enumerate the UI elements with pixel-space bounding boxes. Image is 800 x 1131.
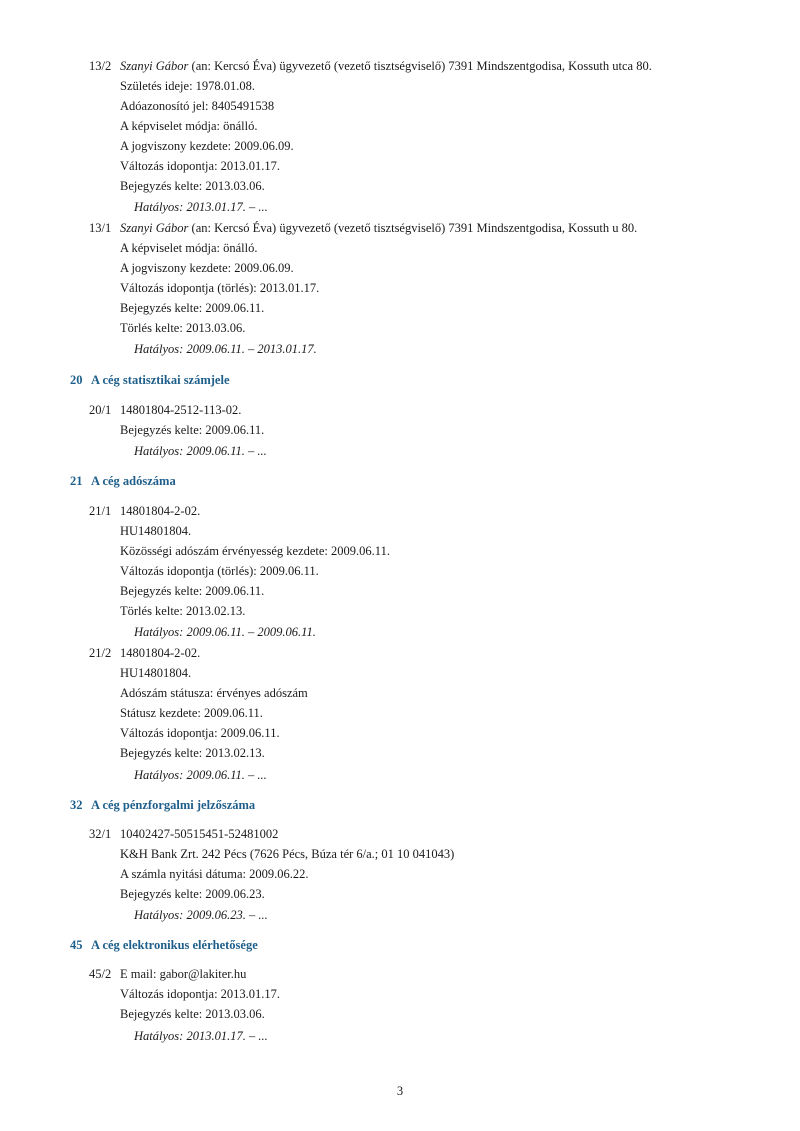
entry-number: 21/2 xyxy=(89,646,112,660)
entry-line: A jogviszony kezdete: 2009.06.09. xyxy=(120,261,294,275)
entry-line: HU14801804. xyxy=(120,666,192,680)
section-title: A cég elektronikus elérhetősége xyxy=(91,938,258,952)
entry-line: Adóazonosító jel: 8405491538 xyxy=(120,99,275,113)
hatalyos-value: 2013.01.17. – ... xyxy=(183,1029,268,1043)
entry-first-line: E mail: gabor@lakiter.hu xyxy=(120,967,247,981)
hatalyos-label: Hatályos: xyxy=(134,908,184,922)
entry-line: Bejegyzés kelte: 2013.03.06. xyxy=(120,179,265,193)
person-details: (an: Kercsó Éva) ügyvezető (vezető tisztségviselő) 7391 Mindszentgodisa, Kossuth utca 80. xyxy=(188,59,652,73)
entry-first-line: 14801804-2512-113-02. xyxy=(120,403,242,417)
hatalyos-label: Hatályos: xyxy=(134,200,184,214)
entry-line: Bejegyzés kelte: 2009.06.11. xyxy=(120,301,265,315)
entry-number: 20/1 xyxy=(89,403,112,417)
hatalyos-value: 2009.06.11. – ... xyxy=(183,768,267,782)
section-number: 45 xyxy=(70,938,83,952)
section-number: 20 xyxy=(70,373,83,387)
entry-line: Változás idopontja (törlés): 2009.06.11. xyxy=(120,564,319,578)
entry-line: Bejegyzés kelte: 2009.06.11. xyxy=(120,584,265,598)
hatalyos-label: Hatályos: xyxy=(134,444,184,458)
hatalyos-line xyxy=(134,907,268,923)
section-number: 32 xyxy=(70,798,83,812)
hatalyos-line xyxy=(134,767,267,783)
hatalyos-value: 2009.06.23. – ... xyxy=(183,908,268,922)
hatalyos-label: Hatályos: xyxy=(134,625,184,639)
section-title: A cég pénzforgalmi jelzőszáma xyxy=(91,798,256,812)
hatalyos-label: Hatályos: xyxy=(134,342,184,356)
entry-first-line: 14801804-2-02. xyxy=(120,646,201,660)
hatalyos-value: 2009.06.11. – ... xyxy=(183,444,267,458)
section-title: A cég adószáma xyxy=(91,474,176,488)
hatalyos-line xyxy=(134,624,316,640)
entry-line: Változás idopontja: 2013.01.17. xyxy=(120,159,281,173)
section-number: 21 xyxy=(70,474,83,488)
hatalyos-line xyxy=(134,443,267,459)
entry-line: Változás idopontja: 2009.06.11. xyxy=(120,726,280,740)
entry-number: 13/1 xyxy=(89,221,112,235)
entry-line: Bejegyzés kelte: 2009.06.11. xyxy=(120,423,265,437)
hatalyos-value: 2009.06.11. – 2009.06.11. xyxy=(183,625,316,639)
entry-line: A jogviszony kezdete: 2009.06.09. xyxy=(120,139,294,153)
hatalyos-line xyxy=(134,341,317,357)
entry-line: Törlés kelte: 2013.02.13. xyxy=(120,604,246,618)
entry-line: Változás idopontja: 2013.01.17. xyxy=(120,987,281,1001)
hatalyos-label: Hatályos: xyxy=(134,1029,184,1043)
person-details: (an: Kercsó Éva) ügyvezető (vezető tisztségviselő) 7391 Mindszentgodisa, Kossuth u 80. xyxy=(188,221,638,235)
hatalyos-value: 2009.06.11. – 2013.01.17. xyxy=(183,342,317,356)
person-name: Szanyi Gábor xyxy=(120,59,189,73)
entry-line: A képviselet módja: önálló. xyxy=(120,119,258,133)
entry-line: Bejegyzés kelte: 2009.06.23. xyxy=(120,887,265,901)
hatalyos-value: 2013.01.17. – ... xyxy=(183,200,268,214)
entry-line: A számla nyitási dátuma: 2009.06.22. xyxy=(120,867,309,881)
entry-line: Változás idopontja (törlés): 2013.01.17. xyxy=(120,281,320,295)
entry-line: Bejegyzés kelte: 2013.03.06. xyxy=(120,1007,265,1021)
entry-first-line xyxy=(120,220,637,236)
page-number: 3 xyxy=(396,1084,404,1098)
hatalyos-label: Hatályos: xyxy=(134,768,184,782)
entry-line: Törlés kelte: 2013.03.06. xyxy=(120,321,246,335)
entry-line: HU14801804. xyxy=(120,524,192,538)
entry-number: 21/1 xyxy=(89,504,112,518)
hatalyos-line xyxy=(134,1028,268,1044)
entry-line: K&H Bank Zrt. 242 Pécs (7626 Pécs, Búza tér 6/a.; 01 10 041043) xyxy=(120,847,455,861)
entry-first-line xyxy=(120,58,652,74)
entry-line: A képviselet módja: önálló. xyxy=(120,241,258,255)
entry-line: Születés ideje: 1978.01.08. xyxy=(120,79,256,93)
entry-line: Bejegyzés kelte: 2013.02.13. xyxy=(120,746,265,760)
entry-line: Státusz kezdete: 2009.06.11. xyxy=(120,706,263,720)
person-name: Szanyi Gábor xyxy=(120,221,189,235)
section-title: A cég statisztikai számjele xyxy=(91,373,230,387)
entry-number: 13/2 xyxy=(89,59,112,73)
entry-number: 45/2 xyxy=(89,967,112,981)
entry-first-line: 10402427-50515451-52481002 xyxy=(120,827,279,841)
entry-first-line: 14801804-2-02. xyxy=(120,504,201,518)
entry-line: Közösségi adószám érvényesség kezdete: 2009.06.11. xyxy=(120,544,390,558)
entry-number: 32/1 xyxy=(89,827,112,841)
hatalyos-line xyxy=(134,199,268,215)
entry-line: Adószám státusza: érvényes adószám xyxy=(120,686,308,700)
